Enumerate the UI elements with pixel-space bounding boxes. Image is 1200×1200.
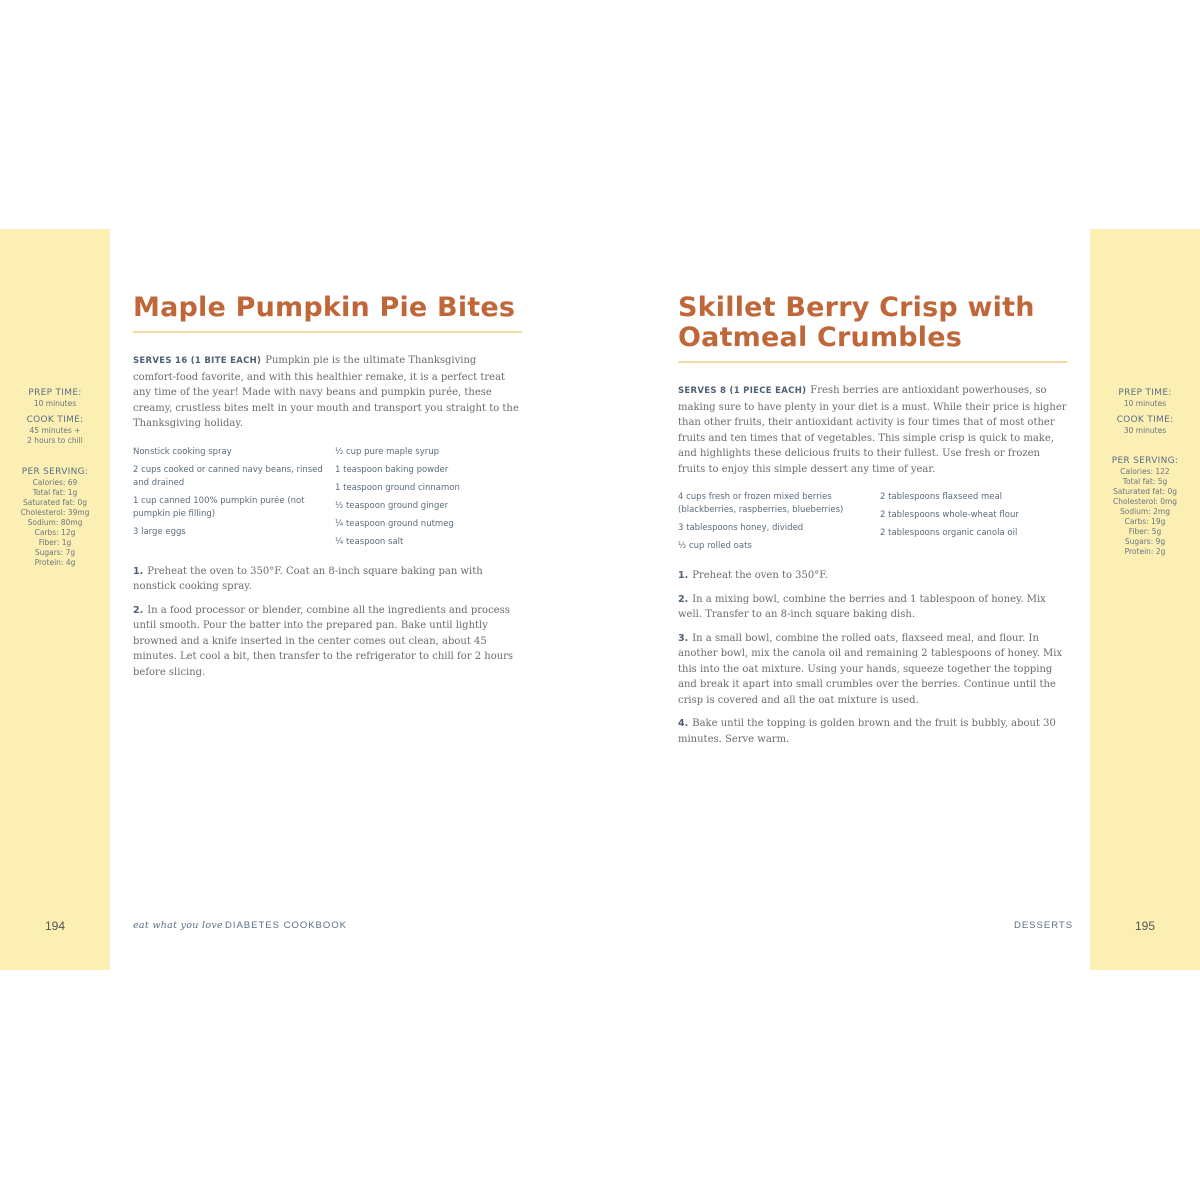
ingredient: 3 tablespoons honey, divided bbox=[678, 523, 804, 533]
left-sidebar bbox=[0, 229, 110, 970]
nutrition-item: Carbs: 12g bbox=[34, 528, 76, 537]
step bbox=[678, 631, 1067, 709]
nutrition-item: Calories: 69 bbox=[32, 478, 78, 487]
left-recipe bbox=[133, 293, 522, 688]
ingredient: 1 teaspoon ground cinnamon bbox=[335, 482, 460, 493]
cook-time-label: COOK TIME: bbox=[26, 415, 84, 425]
book-spread bbox=[0, 229, 1200, 970]
step-text: Bake until the topping is golden brown and the fruit is bubbly, about 30 minutes. Serve warm. bbox=[678, 718, 1056, 745]
nutrition-item: Saturated fat: 0g bbox=[22, 498, 88, 507]
nutrition-item: Total fat: 5g bbox=[1122, 477, 1168, 486]
recipe-title-line-1: Skillet Berry Crisp with bbox=[678, 292, 1035, 323]
left-nutrition-block bbox=[0, 467, 110, 568]
nutrition-item: Fiber: 5g bbox=[1128, 527, 1162, 536]
step-text: In a food processor or blender, combine all the ingredients and process until smooth. Pour the batter into the prepared pan. Bake until lightly browned and a knife inserted in the center comes out clean, about 45 minutes. Let cool a bit, then transfer to the refrigerator to chill for 2 hours before slicing. bbox=[133, 604, 514, 678]
step-text: Preheat the oven to 350°F. Coat an 8-inch square baking pan with nonstick cooking spray. bbox=[133, 565, 483, 592]
recipe-intro-paragraph bbox=[678, 383, 1067, 477]
title-divider bbox=[678, 361, 1067, 363]
ingredient: 4 cups fresh or frozen mixed berries (blackberries, raspberries, blueberries) bbox=[678, 492, 844, 515]
steps bbox=[678, 568, 1067, 747]
right-recipe bbox=[678, 293, 1067, 755]
footer-script: eat what you love bbox=[133, 920, 223, 931]
cook-time-value: 30 minutes bbox=[1123, 426, 1167, 435]
prep-time-value: 10 minutes bbox=[33, 399, 77, 408]
ingredient: ¼ teaspoon salt bbox=[335, 536, 404, 547]
cook-time-label: COOK TIME: bbox=[1116, 415, 1174, 425]
recipe-title: Maple Pumpkin Pie Bites bbox=[133, 292, 516, 323]
step-number: 1. bbox=[678, 570, 689, 581]
cook-time-value-2: 2 hours to chill bbox=[27, 436, 83, 445]
prep-time-label: PREP TIME: bbox=[28, 388, 82, 398]
nutrition-item: Cholesterol: 39mg bbox=[20, 508, 90, 517]
step bbox=[678, 568, 1067, 584]
footer-book-name: DIABETES COOKBOOK bbox=[224, 920, 348, 931]
ingredients-col-1 bbox=[133, 446, 335, 554]
footer-book-title bbox=[133, 920, 347, 931]
right-sidebar bbox=[1090, 229, 1200, 970]
step bbox=[133, 564, 522, 595]
step-number: 4. bbox=[678, 718, 689, 729]
ingredient: ¼ teaspoon ground nutmeg bbox=[335, 518, 454, 529]
ingredient: 1 teaspoon baking powder bbox=[335, 464, 449, 475]
step-text: In a mixing bowl, combine the berries and 1 tablespoon of honey. Mix well. Transfer to an 8-inch square baking dish. bbox=[678, 593, 1046, 620]
ingredient: 2 tablespoons whole-wheat flour bbox=[880, 510, 1019, 520]
nutrition-item: Fiber: 1g bbox=[38, 538, 72, 547]
step-number: 1. bbox=[133, 565, 144, 577]
ingredients-col-2 bbox=[880, 491, 1067, 558]
ingredients-col-1 bbox=[678, 491, 880, 558]
nutrition-item: Sodium: 2mg bbox=[1119, 507, 1170, 516]
nutrition-item: Sugars: 7g bbox=[34, 548, 76, 557]
nutrition-item: Carbs: 19g bbox=[1124, 517, 1166, 526]
ingredient: ½ teaspoon ground ginger bbox=[335, 500, 449, 511]
prep-time-label: PREP TIME: bbox=[1118, 388, 1172, 398]
nutrition-item: Cholesterol: 0mg bbox=[1112, 497, 1178, 506]
ingredient: 2 tablespoons organic canola oil bbox=[880, 528, 1018, 538]
ingredient: 2 tablespoons flaxseed meal bbox=[880, 492, 1003, 502]
page-number-left: 194 bbox=[44, 919, 66, 933]
nutrition-item: Sodium: 80mg bbox=[27, 518, 83, 527]
nutrition-item: Total fat: 1g bbox=[32, 488, 78, 497]
step-number: 3. bbox=[678, 632, 689, 644]
step bbox=[678, 716, 1067, 747]
nutrition-item: Protein: 2g bbox=[1124, 547, 1166, 556]
step-number: 2. bbox=[678, 593, 689, 605]
step-text: In a small bowl, combine the rolled oats, flaxseed meal, and flour. In another bowl, mix the canola oil and remaining 2 tablespoons of honey. Mix this into the oat mixture. Using your hands, squeeze together the topping and break it apart into small crumbles over the berries. Continue until the crisp is covered and all the oat mixture is used. bbox=[678, 632, 1063, 706]
serves-label: SERVES 16 (1 BITE EACH) bbox=[133, 356, 262, 366]
ingredients-col-2 bbox=[335, 446, 522, 554]
footer-section-title: DESSERTS bbox=[1014, 920, 1074, 931]
recipe-intro: Pumpkin pie is the ultimate Thanksgiving comfort-food favorite, and with this healthier remake, it is a perfect treat any time of the year! Made with navy beans and pumpkin purée, these creamy, crustless bites melt in your mouth and transport you straight to the Thanksgiving holiday. bbox=[133, 355, 519, 429]
recipe-intro-paragraph bbox=[133, 353, 522, 432]
ingredient: Nonstick cooking spray bbox=[133, 446, 232, 457]
title-divider bbox=[133, 331, 522, 333]
serves-label: SERVES 8 (1 PIECE EACH) bbox=[678, 386, 807, 396]
step-number: 2. bbox=[133, 604, 144, 616]
step bbox=[133, 603, 522, 681]
per-serving-label: PER SERVING: bbox=[1111, 456, 1179, 466]
left-prep-block bbox=[0, 388, 110, 446]
ingredient: ½ cup rolled oats bbox=[678, 541, 752, 551]
ingredient: 1 cup canned 100% pumpkin purée (not pumpkin pie filling) bbox=[133, 495, 305, 519]
nutrition-item: Calories: 122 bbox=[1120, 467, 1170, 476]
right-nutrition-block bbox=[1090, 456, 1200, 557]
recipe-title-line-2: Oatmeal Crumbles bbox=[678, 322, 963, 353]
nutrition-item: Protein: 4g bbox=[34, 558, 76, 567]
nutrition-item: Sugars: 9g bbox=[1124, 537, 1166, 546]
steps bbox=[133, 564, 522, 681]
ingredient: 2 cups cooked or canned navy beans, rinsed and drained bbox=[133, 464, 323, 488]
ingredients bbox=[678, 491, 1067, 558]
step-text: Preheat the oven to 350°F. bbox=[692, 570, 828, 581]
step bbox=[678, 592, 1067, 623]
ingredient: ½ cup pure maple syrup bbox=[335, 446, 440, 457]
page-number-right: 195 bbox=[1134, 919, 1156, 933]
ingredient: 3 large eggs bbox=[133, 526, 186, 537]
per-serving-label: PER SERVING: bbox=[21, 467, 89, 477]
recipe-intro: Fresh berries are antioxidant powerhouses, so making sure to have plenty in your diet is a must. While their price is higher than other fruits, their antioxidant activity is four times that of most other fruits and ten times that of vegetables. This simple crisp is quick to make, and highlights these delicious fruits to their fullest. Use fresh or frozen fruits to enjoy this simple dessert any time of year. bbox=[678, 385, 1067, 475]
prep-time-value: 10 minutes bbox=[1123, 399, 1167, 408]
ingredients bbox=[133, 446, 522, 554]
cook-time-value: 45 minutes + bbox=[29, 426, 81, 435]
nutrition-item: Saturated fat: 0g bbox=[1112, 487, 1178, 496]
right-prep-block bbox=[1090, 388, 1200, 436]
